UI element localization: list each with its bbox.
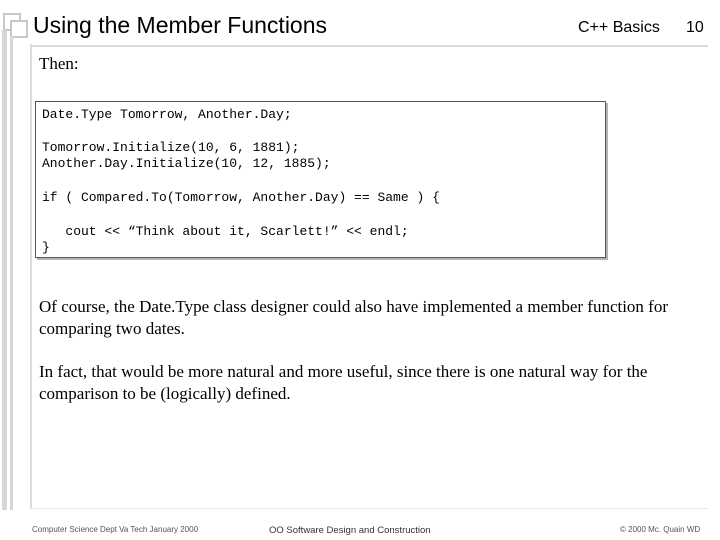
title-divider [30, 45, 708, 47]
course-label: C++ Basics [578, 19, 660, 36]
paragraph: Of course, the Date.Type class designer could also have implemented a member function for comparing two dates. [39, 297, 669, 338]
code-line: cout << “Think about it, Scarlett!” << endl; [42, 224, 409, 239]
code-line: if ( Compared.To(Tomorrow, Another.Day) == Same ) { [42, 190, 440, 205]
code-box [35, 101, 606, 258]
footer-center: OO Software Design and Construction [269, 525, 431, 536]
code-line: Date.Type Tomorrow, Another.Day; [42, 107, 292, 122]
code-line: Another.Day.Initialize(10, 12, 1885); [42, 156, 331, 171]
footer-left: Computer Science Dept Va Tech January 2000 [32, 525, 199, 534]
code-line: } [42, 240, 50, 255]
code-line: Tomorrow.Initialize(10, 6, 1881); [42, 140, 300, 155]
slide-number: 10 [686, 19, 704, 36]
footer-divider [30, 508, 708, 509]
intro-text: Then: [39, 54, 79, 73]
frame-divider [30, 44, 32, 508]
slide-title: Using the Member Functions [33, 12, 328, 38]
decorative-bar [2, 30, 7, 510]
decorative-bar [10, 36, 13, 510]
paragraph: In fact, that would be more natural and more useful, since there is one natural way for the comparison to be (logically) defined. [39, 362, 648, 403]
footer-right: © 2000 Mc. Quain WD [620, 525, 701, 534]
